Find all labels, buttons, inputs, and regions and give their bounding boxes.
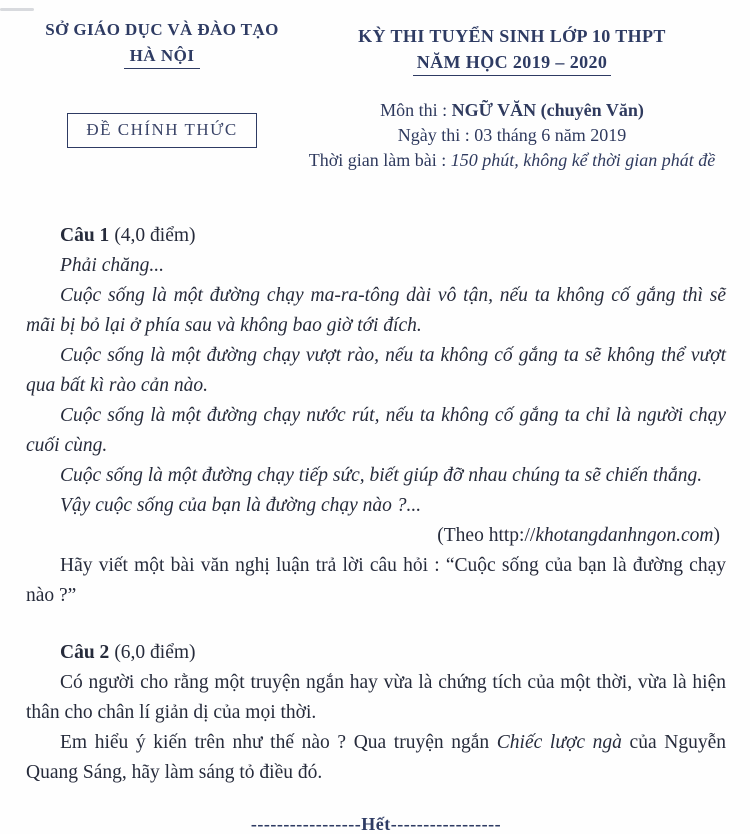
issuing-authority-block — [26, 20, 298, 148]
authority-city-wrap — [26, 40, 298, 69]
question-2-paragraph-1: Có người cho rằng một truyện ngắn hay vừa là chứng tích của một thời, vừa là hiện thân cho chân lí giản dị của mọi thời. — [26, 672, 726, 723]
question-1-points: (4,0 điểm) — [114, 225, 196, 246]
q2-text-after: của Nguyễn Quang Sáng, hãy làm sáng tỏ điều đó. — [26, 732, 726, 783]
question-2-heading — [26, 638, 726, 668]
scan-artifact — [0, 8, 34, 11]
question-1-heading — [26, 221, 726, 251]
question-2-number: Câu 2 — [60, 642, 110, 663]
duration-label: Thời gian làm bài : — [308, 150, 451, 170]
literary-work-title: Chiếc lược ngà — [496, 732, 622, 753]
exam-title-line2-wrap — [298, 47, 726, 76]
official-exam-stamp: ĐỀ CHÍNH THỨC — [67, 113, 256, 148]
quote-paragraph: Vậy cuộc sống của bạn là đường chạy nào ?... — [60, 495, 422, 516]
source-url: khotangdanhngon.com — [535, 525, 714, 546]
question-1-lead: Phải chăng... — [60, 255, 164, 276]
question-2-paragraph-2 — [26, 728, 726, 788]
exam-info-block — [298, 100, 726, 171]
q2-text-before: Em hiểu ý kiến trên như thế nào ? Qua truyện ngắn — [60, 732, 497, 753]
exam-header — [26, 20, 726, 171]
question-2-points: (6,0 điểm) — [114, 642, 196, 663]
quote-paragraph: Cuộc sống là một đường chạy nước rút, nếu ta không cố gắng ta chỉ là người chạy cuối cùng. — [26, 405, 726, 456]
official-stamp-wrap — [26, 69, 298, 148]
quote-source-line — [26, 521, 726, 551]
subject-line — [298, 100, 726, 121]
duration-value: 150 phút, không kể thời gian phát đề — [450, 150, 716, 170]
end-of-exam-marker: -----------------Hết----------------- — [250, 814, 502, 834]
question-1-section — [26, 221, 726, 611]
exam-title-line2: NĂM HỌC 2019 – 2020 — [413, 52, 612, 76]
subject-value: NGỮ VĂN (chuyên Văn) — [451, 100, 644, 120]
source-suffix: ) — [713, 525, 720, 546]
exam-title-line1: KỲ THI TUYỂN SINH LỚP 10 THPT — [358, 26, 666, 46]
question-1-task: Hãy viết một bài văn nghị luận trả lời câu hỏi : “Cuộc sống của bạn là đường chạy nào ?” — [26, 555, 726, 606]
authority-name: SỞ GIÁO DỤC VÀ ĐÀO TẠO — [45, 20, 279, 39]
exam-body — [26, 221, 726, 834]
exam-date-line: Ngày thi : 03 tháng 6 năm 2019 — [397, 125, 627, 145]
source-prefix: (Theo http:// — [437, 525, 536, 546]
question-1-number: Câu 1 — [60, 225, 110, 246]
quote-paragraph: Cuộc sống là một đường chạy tiếp sức, biết giúp đỡ nhau chúng ta sẽ chiến thắng. — [60, 465, 703, 486]
subject-label: Môn thi : — [380, 100, 452, 120]
authority-city: HÀ NỘI — [124, 46, 201, 69]
quote-paragraph: Cuộc sống là một đường chạy vượt rào, nếu ta không cố gắng ta sẽ không thể vượt qua bất kì rào cản nào. — [26, 345, 726, 396]
exam-title-block — [298, 20, 726, 171]
question-2-section — [26, 638, 726, 788]
duration-line — [298, 150, 726, 171]
quote-paragraph: Cuộc sống là một đường chạy ma-ra-tông dài vô tận, nếu ta không cố gắng thì sẽ mãi bị bỏ lại ở phía sau và không bao giờ tới đích. — [26, 285, 726, 336]
